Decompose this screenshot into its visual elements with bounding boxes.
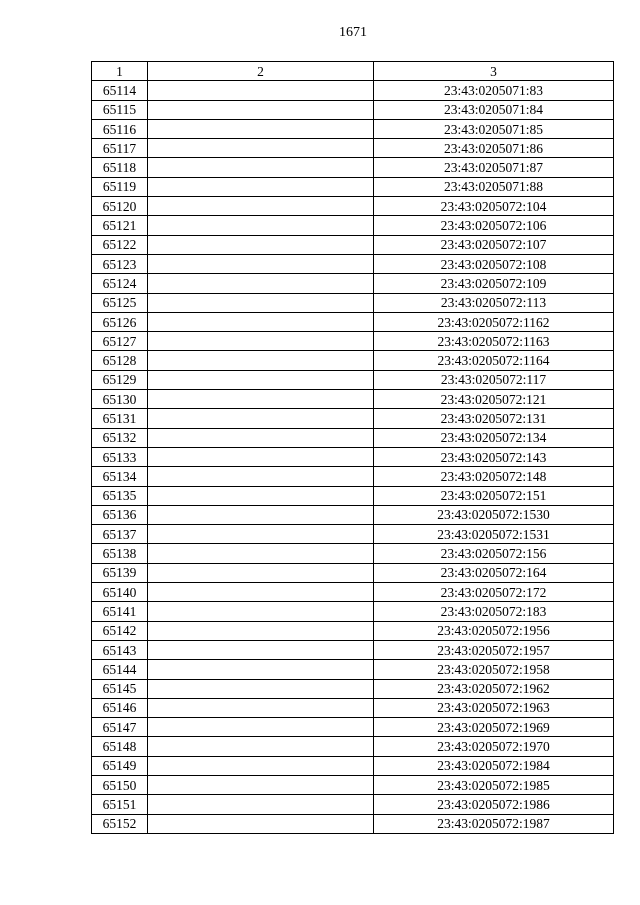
empty-cell <box>148 775 374 794</box>
empty-cell <box>148 563 374 582</box>
table-row <box>92 119 614 138</box>
empty-cell <box>148 409 374 428</box>
cadastral-number-cell: 23:43:0205072:134 <box>374 428 614 447</box>
empty-cell <box>148 197 374 216</box>
cadastral-number-cell: 23:43:0205072:109 <box>374 274 614 293</box>
empty-cell <box>148 370 374 389</box>
table-row <box>92 583 614 602</box>
row-number-cell: 65128 <box>92 351 148 370</box>
cadastral-number-cell: 23:43:0205072:1962 <box>374 679 614 698</box>
page-number: 1671 <box>339 25 367 40</box>
empty-cell <box>148 583 374 602</box>
cadastral-number-cell: 23:43:0205072:1986 <box>374 795 614 814</box>
row-number-cell: 65147 <box>92 718 148 737</box>
empty-cell <box>148 428 374 447</box>
table-row <box>92 428 614 447</box>
empty-cell <box>148 814 374 833</box>
cadastral-number-cell: 23:43:0205072:1164 <box>374 351 614 370</box>
table-row <box>92 81 614 100</box>
empty-cell <box>148 139 374 158</box>
cadastral-number-cell: 23:43:0205072:1984 <box>374 756 614 775</box>
cadastral-number-cell: 23:43:0205072:131 <box>374 409 614 428</box>
empty-cell <box>148 621 374 640</box>
cadastral-number-cell: 23:43:0205072:1987 <box>374 814 614 833</box>
table-row <box>92 718 614 737</box>
row-number-cell: 65120 <box>92 197 148 216</box>
empty-cell <box>148 795 374 814</box>
row-number-cell: 65133 <box>92 447 148 466</box>
row-number-cell: 65127 <box>92 332 148 351</box>
table-row <box>92 100 614 119</box>
cadastral-number-cell: 23:43:0205072:1970 <box>374 737 614 756</box>
table-row <box>92 525 614 544</box>
table-row <box>92 293 614 312</box>
row-number-cell: 65144 <box>92 660 148 679</box>
table-row <box>92 486 614 505</box>
table-row <box>92 197 614 216</box>
cadastral-number-cell: 23:43:0205071:88 <box>374 177 614 196</box>
cadastral-number-cell: 23:43:0205072:172 <box>374 583 614 602</box>
table-row <box>92 312 614 331</box>
row-number-cell: 65131 <box>92 409 148 428</box>
table-row <box>92 351 614 370</box>
row-number-cell: 65149 <box>92 756 148 775</box>
cadastral-number-cell: 23:43:0205072:108 <box>374 254 614 273</box>
empty-cell <box>148 660 374 679</box>
table-row <box>92 158 614 177</box>
cadastral-number-cell: 23:43:0205072:1963 <box>374 698 614 717</box>
table-row <box>92 563 614 582</box>
empty-cell <box>148 505 374 524</box>
cadastral-number-cell: 23:43:0205072:143 <box>374 447 614 466</box>
cadastral-number-cell: 23:43:0205072:1957 <box>374 640 614 659</box>
table-row <box>92 390 614 409</box>
row-number-cell: 65139 <box>92 563 148 582</box>
row-number-cell: 65145 <box>92 679 148 698</box>
row-number-cell: 65143 <box>92 640 148 659</box>
table-row <box>92 544 614 563</box>
column-header-2: 2 <box>148 62 374 81</box>
cadastral-number-cell: 23:43:0205072:1969 <box>374 718 614 737</box>
row-number-cell: 65134 <box>92 467 148 486</box>
table-body <box>92 81 614 834</box>
row-number-cell: 65122 <box>92 235 148 254</box>
row-number-cell: 65126 <box>92 312 148 331</box>
cadastral-number-cell: 23:43:0205072:156 <box>374 544 614 563</box>
empty-cell <box>148 177 374 196</box>
empty-cell <box>148 698 374 717</box>
row-number-cell: 65119 <box>92 177 148 196</box>
row-number-cell: 65138 <box>92 544 148 563</box>
table-row <box>92 505 614 524</box>
cadastral-number-cell: 23:43:0205072:164 <box>374 563 614 582</box>
cadastral-number-cell: 23:43:0205071:87 <box>374 158 614 177</box>
empty-cell <box>148 486 374 505</box>
table-row <box>92 139 614 158</box>
table-header-row <box>92 62 614 81</box>
empty-cell <box>148 312 374 331</box>
column-header-1: 1 <box>92 62 148 81</box>
table-row <box>92 737 614 756</box>
empty-cell <box>148 351 374 370</box>
table-row <box>92 447 614 466</box>
table-row <box>92 177 614 196</box>
row-number-cell: 65140 <box>92 583 148 602</box>
row-number-cell: 65130 <box>92 390 148 409</box>
cadastral-number-cell: 23:43:0205072:1958 <box>374 660 614 679</box>
empty-cell <box>148 447 374 466</box>
cadastral-number-cell: 23:43:0205072:107 <box>374 235 614 254</box>
empty-cell <box>148 718 374 737</box>
table-row <box>92 216 614 235</box>
column-header-3: 3 <box>374 62 614 81</box>
table-row <box>92 795 614 814</box>
row-number-cell: 65137 <box>92 525 148 544</box>
table-row <box>92 254 614 273</box>
table-row <box>92 409 614 428</box>
empty-cell <box>148 640 374 659</box>
table-row <box>92 332 614 351</box>
table-row <box>92 756 614 775</box>
empty-cell <box>148 544 374 563</box>
empty-cell <box>148 467 374 486</box>
empty-cell <box>148 100 374 119</box>
table-row <box>92 775 614 794</box>
empty-cell <box>148 81 374 100</box>
table-row <box>92 660 614 679</box>
table-row <box>92 370 614 389</box>
empty-cell <box>148 332 374 351</box>
row-number-cell: 65124 <box>92 274 148 293</box>
empty-cell <box>148 525 374 544</box>
cadastral-number-cell: 23:43:0205072:104 <box>374 197 614 216</box>
row-number-cell: 65129 <box>92 370 148 389</box>
empty-cell <box>148 756 374 775</box>
row-number-cell: 65115 <box>92 100 148 119</box>
cadastral-number-cell: 23:43:0205072:117 <box>374 370 614 389</box>
row-number-cell: 65150 <box>92 775 148 794</box>
cadastral-number-cell: 23:43:0205072:1162 <box>374 312 614 331</box>
row-number-cell: 65152 <box>92 814 148 833</box>
table-row <box>92 602 614 621</box>
cadastral-number-cell: 23:43:0205071:83 <box>374 81 614 100</box>
cadastral-number-cell: 23:43:0205072:113 <box>374 293 614 312</box>
row-number-cell: 65151 <box>92 795 148 814</box>
cadastral-number-cell: 23:43:0205071:85 <box>374 119 614 138</box>
empty-cell <box>148 390 374 409</box>
empty-cell <box>148 254 374 273</box>
cadastral-number-cell: 23:43:0205072:183 <box>374 602 614 621</box>
empty-cell <box>148 158 374 177</box>
row-number-cell: 65135 <box>92 486 148 505</box>
table-row <box>92 467 614 486</box>
empty-cell <box>148 235 374 254</box>
row-number-cell: 65146 <box>92 698 148 717</box>
empty-cell <box>148 274 374 293</box>
cadastral-number-cell: 23:43:0205072:1985 <box>374 775 614 794</box>
table-row <box>92 621 614 640</box>
data-table <box>91 61 614 834</box>
cadastral-number-cell: 23:43:0205072:1530 <box>374 505 614 524</box>
row-number-cell: 65136 <box>92 505 148 524</box>
cadastral-number-cell: 23:43:0205072:148 <box>374 467 614 486</box>
row-number-cell: 65114 <box>92 81 148 100</box>
empty-cell <box>148 602 374 621</box>
cadastral-number-cell: 23:43:0205072:1531 <box>374 525 614 544</box>
row-number-cell: 65125 <box>92 293 148 312</box>
table-row <box>92 640 614 659</box>
cadastral-number-cell: 23:43:0205072:1163 <box>374 332 614 351</box>
row-number-cell: 65123 <box>92 254 148 273</box>
row-number-cell: 65118 <box>92 158 148 177</box>
table-row <box>92 698 614 717</box>
cadastral-number-cell: 23:43:0205072:121 <box>374 390 614 409</box>
row-number-cell: 65116 <box>92 119 148 138</box>
empty-cell <box>148 216 374 235</box>
row-number-cell: 65148 <box>92 737 148 756</box>
cadastral-number-cell: 23:43:0205071:84 <box>374 100 614 119</box>
row-number-cell: 65121 <box>92 216 148 235</box>
cadastral-number-cell: 23:43:0205072:1956 <box>374 621 614 640</box>
cadastral-number-cell: 23:43:0205072:151 <box>374 486 614 505</box>
cadastral-number-cell: 23:43:0205071:86 <box>374 139 614 158</box>
table-row <box>92 679 614 698</box>
row-number-cell: 65117 <box>92 139 148 158</box>
table-row <box>92 274 614 293</box>
empty-cell <box>148 293 374 312</box>
cadastral-number-cell: 23:43:0205072:106 <box>374 216 614 235</box>
empty-cell <box>148 679 374 698</box>
row-number-cell: 65141 <box>92 602 148 621</box>
empty-cell <box>148 737 374 756</box>
table-row <box>92 814 614 833</box>
table-row <box>92 235 614 254</box>
row-number-cell: 65132 <box>92 428 148 447</box>
row-number-cell: 65142 <box>92 621 148 640</box>
empty-cell <box>148 119 374 138</box>
